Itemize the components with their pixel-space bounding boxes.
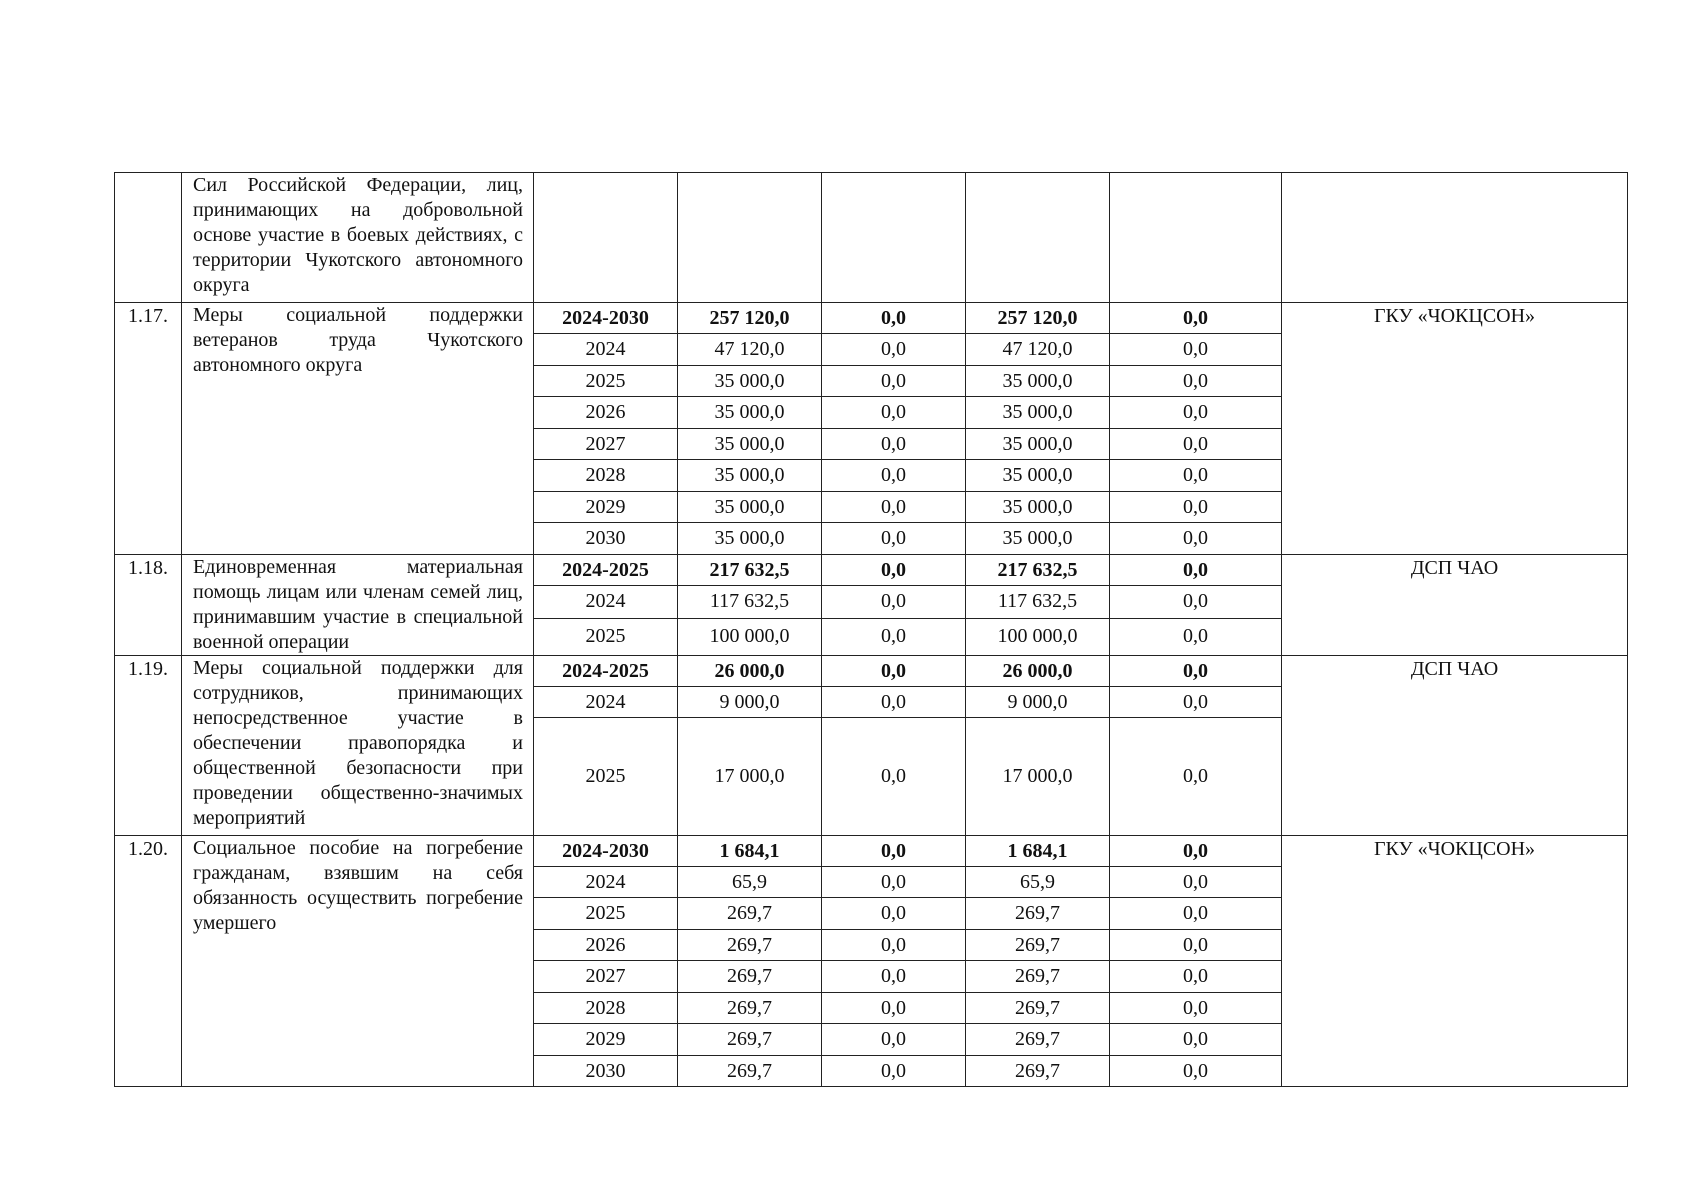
table-row [115, 836, 1628, 867]
other-sources-cell: 0,0 [1110, 836, 1282, 867]
federal-budget-cell: 0,0 [822, 492, 966, 523]
regional-budget-cell: 269,7 [966, 961, 1110, 993]
total-cell: 269,7 [678, 993, 822, 1024]
total-cell: 100 000,0 [678, 618, 822, 655]
period-cell: 2025 [534, 718, 678, 836]
item-number: 1.18. [115, 555, 182, 656]
item-number: 1.17. [115, 303, 182, 555]
period-cell: 2028 [534, 460, 678, 492]
other-sources-cell: 0,0 [1110, 303, 1282, 334]
total-cell: 47 120,0 [678, 334, 822, 366]
federal-budget-cell: 0,0 [822, 366, 966, 397]
continuation-description: Сил Российской Федерации, лиц, принимающих на добровольной основе участие в боевых действиях, с территории Чукотского автономного округа [182, 173, 534, 303]
total-cell: 35 000,0 [678, 397, 822, 429]
item-number: 1.19. [115, 656, 182, 836]
total-cell: 35 000,0 [678, 366, 822, 397]
item-number: 1.20. [115, 836, 182, 1087]
period-cell: 2024-2025 [534, 555, 678, 586]
other-sources-cell: 0,0 [1110, 492, 1282, 523]
other-sources-cell: 0,0 [1110, 898, 1282, 930]
total-cell: 35 000,0 [678, 429, 822, 460]
total-cell: 35 000,0 [678, 492, 822, 523]
federal-budget-cell: 0,0 [822, 618, 966, 655]
other-sources-cell: 0,0 [1110, 586, 1282, 618]
period-cell: 2024 [534, 867, 678, 898]
other-sources-cell: 0,0 [1110, 687, 1282, 718]
federal-budget-cell: 0,0 [822, 555, 966, 586]
regional-budget-cell: 269,7 [966, 898, 1110, 930]
other-sources-cell: 0,0 [1110, 993, 1282, 1024]
federal-budget-cell: 0,0 [822, 523, 966, 555]
other-sources-cell: 0,0 [1110, 429, 1282, 460]
total-cell: 257 120,0 [678, 303, 822, 334]
federal-budget-cell: 0,0 [822, 687, 966, 718]
total-cell: 17 000,0 [678, 718, 822, 836]
regional-budget-cell: 65,9 [966, 867, 1110, 898]
total-cell: 269,7 [678, 961, 822, 993]
period-cell: 2027 [534, 961, 678, 993]
regional-budget-cell: 269,7 [966, 1024, 1110, 1056]
federal-budget-cell: 0,0 [822, 961, 966, 993]
regional-budget-cell: 47 120,0 [966, 334, 1110, 366]
item-description: Меры социальной поддержки ветеранов труда Чукотского автономного округа [182, 303, 534, 555]
federal-budget-cell: 0,0 [822, 993, 966, 1024]
federal-budget-cell: 0,0 [822, 836, 966, 867]
total-cell: 9 000,0 [678, 687, 822, 718]
period-cell: 2025 [534, 366, 678, 397]
total-cell: 35 000,0 [678, 523, 822, 555]
period-cell: 2026 [534, 397, 678, 429]
other-sources-cell: 0,0 [1110, 1056, 1282, 1087]
federal-budget-cell: 0,0 [822, 930, 966, 961]
other-sources-cell: 0,0 [1110, 656, 1282, 687]
federal-budget-cell: 0,0 [822, 460, 966, 492]
item-description: Меры социальной поддержки для сотрудников, принимающих непосредственное участие в обеспечении правопорядка и общественной безопасности при проведении общественно-значимых мероприятий [182, 656, 534, 836]
continuation-num-cell [115, 173, 182, 303]
period-cell: 2028 [534, 993, 678, 1024]
federal-budget-cell: 0,0 [822, 334, 966, 366]
continuation-empty-cell [1110, 173, 1282, 303]
total-cell: 35 000,0 [678, 460, 822, 492]
total-cell: 117 632,5 [678, 586, 822, 618]
federal-budget-cell: 0,0 [822, 1024, 966, 1056]
regional-budget-cell: 269,7 [966, 993, 1110, 1024]
period-cell: 2030 [534, 1056, 678, 1087]
total-cell: 1 684,1 [678, 836, 822, 867]
period-cell: 2026 [534, 930, 678, 961]
regional-budget-cell: 269,7 [966, 930, 1110, 961]
other-sources-cell: 0,0 [1110, 618, 1282, 655]
regional-budget-cell: 17 000,0 [966, 718, 1110, 836]
federal-budget-cell: 0,0 [822, 718, 966, 836]
regional-budget-cell: 35 000,0 [966, 492, 1110, 523]
period-cell: 2025 [534, 618, 678, 655]
federal-budget-cell: 0,0 [822, 1056, 966, 1087]
total-cell: 26 000,0 [678, 656, 822, 687]
other-sources-cell: 0,0 [1110, 366, 1282, 397]
regional-budget-cell: 35 000,0 [966, 523, 1110, 555]
regional-budget-cell: 117 632,5 [966, 586, 1110, 618]
item-description: Единовременная материальная помощь лицам или членам семей лиц, принимавшим участие в специальной военной операции [182, 555, 534, 656]
regional-budget-cell: 35 000,0 [966, 366, 1110, 397]
continuation-empty-cell [966, 173, 1110, 303]
total-cell: 65,9 [678, 867, 822, 898]
period-cell: 2024-2030 [534, 303, 678, 334]
other-sources-cell: 0,0 [1110, 718, 1282, 836]
federal-budget-cell: 0,0 [822, 898, 966, 930]
federal-budget-cell: 0,0 [822, 586, 966, 618]
other-sources-cell: 0,0 [1110, 961, 1282, 993]
regional-budget-cell: 269,7 [966, 1056, 1110, 1087]
table-row [115, 555, 1628, 586]
total-cell: 269,7 [678, 930, 822, 961]
regional-budget-cell: 35 000,0 [966, 460, 1110, 492]
other-sources-cell: 0,0 [1110, 397, 1282, 429]
period-cell: 2029 [534, 1024, 678, 1056]
total-cell: 269,7 [678, 1024, 822, 1056]
total-cell: 269,7 [678, 898, 822, 930]
other-sources-cell: 0,0 [1110, 460, 1282, 492]
period-cell: 2024 [534, 687, 678, 718]
regional-budget-cell: 35 000,0 [966, 429, 1110, 460]
item-description: Социальное пособие на погребение гражданам, взявшим на себя обязанность осуществить погребение умершего [182, 836, 534, 1087]
other-sources-cell: 0,0 [1110, 867, 1282, 898]
regional-budget-cell: 1 684,1 [966, 836, 1110, 867]
regional-budget-cell: 26 000,0 [966, 656, 1110, 687]
continuation-row [115, 173, 1628, 303]
other-sources-cell: 0,0 [1110, 930, 1282, 961]
executor-cell: ДСП ЧАО [1282, 656, 1628, 836]
other-sources-cell: 0,0 [1110, 555, 1282, 586]
period-cell: 2030 [534, 523, 678, 555]
other-sources-cell: 0,0 [1110, 1024, 1282, 1056]
period-cell: 2029 [534, 492, 678, 523]
continuation-empty-cell [678, 173, 822, 303]
period-cell: 2024 [534, 586, 678, 618]
other-sources-cell: 0,0 [1110, 334, 1282, 366]
continuation-empty-cell [822, 173, 966, 303]
regional-budget-cell: 100 000,0 [966, 618, 1110, 655]
executor-cell: ГКУ «ЧОКЦСОН» [1282, 303, 1628, 555]
continuation-empty-cell [1282, 173, 1628, 303]
table-body [115, 173, 1628, 1087]
table-row [115, 303, 1628, 334]
continuation-empty-cell [534, 173, 678, 303]
total-cell: 217 632,5 [678, 555, 822, 586]
regional-budget-cell: 9 000,0 [966, 687, 1110, 718]
table-row [115, 656, 1628, 687]
regional-budget-cell: 35 000,0 [966, 397, 1110, 429]
other-sources-cell: 0,0 [1110, 523, 1282, 555]
regional-budget-cell: 217 632,5 [966, 555, 1110, 586]
period-cell: 2024-2030 [534, 836, 678, 867]
period-cell: 2027 [534, 429, 678, 460]
executor-cell: ГКУ «ЧОКЦСОН» [1282, 836, 1628, 1087]
budget-table [114, 172, 1628, 1087]
federal-budget-cell: 0,0 [822, 303, 966, 334]
federal-budget-cell: 0,0 [822, 429, 966, 460]
period-cell: 2025 [534, 898, 678, 930]
executor-cell: ДСП ЧАО [1282, 555, 1628, 656]
federal-budget-cell: 0,0 [822, 656, 966, 687]
total-cell: 269,7 [678, 1056, 822, 1087]
regional-budget-cell: 257 120,0 [966, 303, 1110, 334]
period-cell: 2024 [534, 334, 678, 366]
federal-budget-cell: 0,0 [822, 397, 966, 429]
period-cell: 2024-2025 [534, 656, 678, 687]
federal-budget-cell: 0,0 [822, 867, 966, 898]
